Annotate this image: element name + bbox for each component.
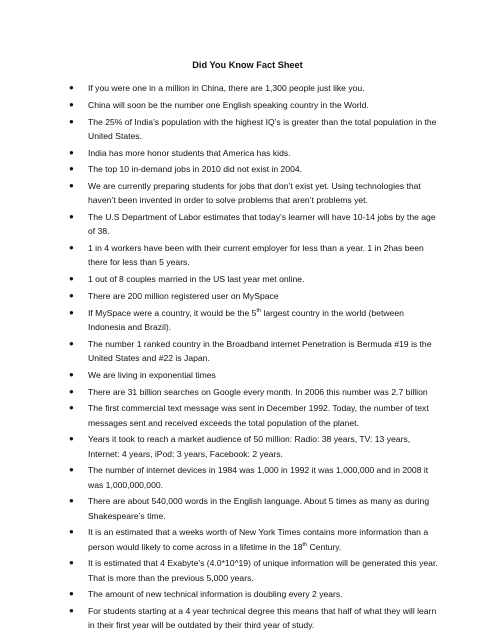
fact-item bbox=[0, 463, 440, 491]
bullet-icon: ● bbox=[69, 527, 74, 537]
bullet-icon: ● bbox=[69, 338, 74, 348]
fact-item bbox=[0, 525, 440, 553]
bullet-icon: ● bbox=[69, 99, 74, 109]
fact-text: The amount of new technical information is doubling every 2 years. bbox=[88, 589, 343, 600]
page-title: Did You Know Fact Sheet bbox=[192, 60, 303, 70]
bullet-icon: ● bbox=[69, 164, 74, 174]
fact-item bbox=[0, 272, 440, 286]
bullet-icon: ● bbox=[69, 243, 74, 253]
bullet-icon: ● bbox=[69, 496, 74, 506]
fact-text: Years it took to reach a market audience of 50 million: Radio: 38 years, TV: 13 years, Internet: 4 years, iPod: 3 years, Facebook: 2 years. bbox=[88, 434, 411, 459]
fact-item bbox=[0, 385, 440, 399]
fact-list bbox=[0, 81, 495, 635]
fact-item bbox=[0, 98, 440, 112]
fact-item bbox=[0, 306, 440, 334]
fact-item bbox=[0, 241, 440, 269]
fact-item bbox=[0, 289, 440, 303]
fact-text: China will soon be the number one English speaking country in the World. bbox=[88, 99, 369, 110]
bullet-icon: ● bbox=[69, 116, 74, 126]
fact-text: The top 10 in-demand jobs in 2010 did not exist in 2004. bbox=[88, 164, 303, 175]
fact-text: We are currently preparing students for jobs that don’t exist yet. Using technologies that haven’t been invented in order to solve problems that aren’t problems yet. bbox=[88, 181, 421, 206]
fact-item bbox=[0, 432, 440, 460]
fact-text: India has more honor students that America has kids. bbox=[88, 147, 291, 158]
fact-text-after: Century. bbox=[307, 541, 342, 552]
bullet-icon: ● bbox=[69, 589, 74, 599]
bullet-icon: ● bbox=[69, 290, 74, 300]
fact-text: The number of internet devices in 1984 was 1,000 in 1992 it was 1,000,000 and in 2008 it was 1,000,000,000. bbox=[88, 465, 429, 490]
fact-item bbox=[0, 556, 440, 584]
bullet-icon: ● bbox=[69, 386, 74, 396]
fact-text: The number 1 ranked country in the Broadband internet Penetration is Bermuda #19 is the United States and #22 is Japan. bbox=[88, 338, 432, 363]
fact-item bbox=[0, 179, 440, 207]
fact-text: We are living in exponential times bbox=[88, 369, 216, 380]
fact-item bbox=[0, 401, 440, 429]
fact-text: The U.S Department of Labor estimates that today’s learner will have 10-14 jobs by the age of 38. bbox=[88, 212, 436, 237]
fact-item bbox=[0, 210, 440, 238]
bullet-icon: ● bbox=[69, 147, 74, 157]
fact-item bbox=[0, 115, 440, 143]
fact-text: The first commercial text message was sent in December 1992. Today, the number of text messages sent and received exceeds the total population of the planet. bbox=[88, 403, 429, 428]
fact-item bbox=[0, 587, 440, 601]
fact-text: If you were one in a million in China, there are 1,300 people just like you. bbox=[88, 83, 365, 93]
ordinal-suffix: th bbox=[302, 541, 308, 548]
bullet-icon: ● bbox=[69, 83, 74, 92]
fact-text: 1 out of 8 couples married in the US last year met online. bbox=[88, 274, 305, 285]
bullet-icon: ● bbox=[69, 465, 74, 475]
fact-text: For students starting at a 4 year technical degree this means that half of what they will learn in their first year will be outdated by their third year of study. bbox=[88, 606, 437, 631]
bullet-icon: ● bbox=[69, 434, 74, 444]
fact-text: There are 31 billion searches on Google every month. In 2006 this number was 2.7 billion bbox=[88, 386, 428, 397]
fact-item bbox=[0, 604, 440, 632]
fact-item bbox=[0, 368, 440, 382]
fact-text: The 25% of India’s population with the highest IQ’s is greater than the total population in the United States. bbox=[88, 116, 437, 141]
bullet-icon: ● bbox=[69, 606, 74, 616]
bullet-icon: ● bbox=[69, 369, 74, 379]
fact-item bbox=[0, 81, 440, 95]
fact-item bbox=[0, 162, 440, 176]
bullet-icon: ● bbox=[69, 274, 74, 284]
fact-item bbox=[0, 146, 440, 160]
fact-text: It is estimated that 4 Exabyte’s (4.0*10^19) of unique information will be generated this year. That is more than the previous 5,000 years. bbox=[88, 558, 438, 583]
fact-text-before: It is an estimated that a weeks worth of New York Times contains more information than a person would likely to come across in a lifetime in the 18 bbox=[88, 527, 429, 552]
bullet-icon: ● bbox=[69, 558, 74, 568]
fact-text-before: If MySpace were a country, it would be the 5 bbox=[88, 307, 257, 318]
fact-item bbox=[0, 494, 440, 522]
bullet-icon: ● bbox=[69, 403, 74, 413]
fact-item bbox=[0, 337, 440, 365]
fact-text: There are about 540,000 words in the English language. About 5 times as many as during Shakespeare’s time. bbox=[88, 496, 430, 521]
fact-text: There are 200 million registered user on MySpace bbox=[88, 290, 279, 301]
bullet-icon: ● bbox=[69, 212, 74, 222]
bullet-icon: ● bbox=[69, 307, 74, 317]
fact-text: 1 in 4 workers have been with their current employer for less than a year. 1 in 2has been there for less than 5 years. bbox=[88, 243, 424, 268]
bullet-icon: ● bbox=[69, 181, 74, 191]
fact-text-after: largest country in the world (between Indonesia and Brazil). bbox=[88, 307, 404, 332]
ordinal-suffix: th bbox=[256, 307, 262, 314]
